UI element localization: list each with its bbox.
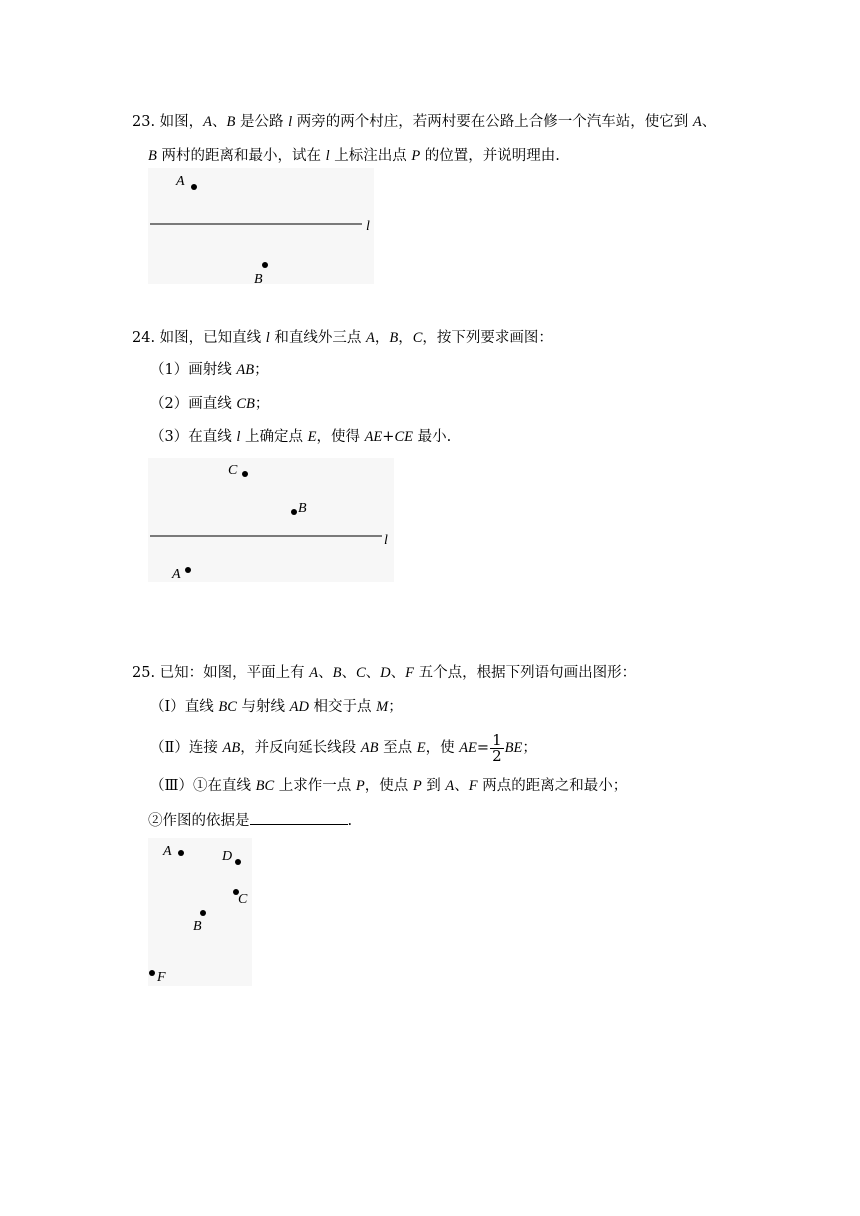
q25-var-p: P [355, 778, 365, 794]
q24-label-b: B [298, 501, 307, 516]
q23-point-a [191, 184, 197, 190]
q25-var-p: P [412, 778, 422, 794]
q24-label-a: A [172, 567, 181, 582]
q23-text: 是公路 [235, 114, 289, 130]
q24-figure [148, 458, 394, 582]
figure-background [148, 458, 394, 582]
q24-number: 24. [132, 330, 156, 346]
q24-intro [132, 328, 553, 348]
q25-text: 上求作一点 [274, 778, 356, 794]
q24-text: ， [374, 330, 390, 346]
q23-var-b: B [226, 114, 236, 130]
q25-number: 25. [132, 665, 156, 681]
q25-text: （Ⅰ）直线 [150, 699, 219, 715]
q23-label-l: l [366, 219, 370, 234]
q24-text: ； [254, 362, 269, 378]
q25-text: 、 [341, 665, 356, 681]
q23-text: 、 [701, 114, 717, 130]
q24-text: （1）画射线 [150, 362, 237, 378]
q25-text: （Ⅱ）连接 [150, 740, 223, 756]
q24-var-b: B [389, 330, 399, 346]
q25-label-b: B [193, 919, 202, 934]
q23-line2 [148, 146, 560, 166]
q25-var-b: B [332, 665, 342, 681]
q25-var-ad: AD [289, 699, 309, 715]
q23-var-l: l [288, 114, 293, 130]
q25-var-be: BE [504, 740, 523, 756]
q25-text: 、 [318, 665, 333, 681]
q25-var-f: F [405, 665, 415, 681]
q25-text: 两点的距离之和最小； [477, 778, 628, 794]
q25-figure [148, 838, 252, 986]
q25-part4 [148, 810, 352, 831]
q25-text: 、 [390, 665, 406, 681]
q25-label-d: D [222, 849, 233, 864]
q23-var-a: A [692, 114, 702, 130]
q24-var-c: C [412, 330, 423, 346]
q25-var-a: A [309, 665, 319, 681]
q24-label-c: C [228, 463, 238, 478]
q23-text: 两旁的两个村庄，若两村要在公路上合修一个汽车站，使它到 [292, 114, 693, 130]
q23-point-b [262, 262, 268, 268]
q25-label-c: C [238, 892, 248, 907]
q23-label-b: B [254, 272, 263, 284]
q25-fraction [490, 730, 504, 765]
q24-text: 最小. [412, 429, 452, 445]
q25-var-f: F [468, 778, 478, 794]
q23-var-l: l [325, 148, 330, 164]
q25-var-bc: BC [255, 778, 275, 794]
fraction-numerator: 1 [492, 730, 502, 749]
answer-blank[interactable] [250, 810, 348, 825]
q25-text: ； [522, 740, 537, 756]
q24-text: + [382, 429, 395, 445]
q25-text: 到 [421, 778, 446, 794]
q24-text: 和直线外三点 [269, 330, 367, 346]
q25-text: 、 [454, 778, 469, 794]
q24-var-a: A [366, 330, 375, 346]
q25-text: ，并反向延长线段 [240, 740, 361, 756]
q24-step1 [150, 360, 269, 380]
q23-number: 23. [132, 114, 156, 130]
q25-var-a: A [445, 778, 455, 794]
q24-step2 [150, 394, 269, 414]
q24-text: 上确定点 [240, 429, 308, 445]
q23-text: 如图， [159, 114, 204, 130]
q25-var-bc: BC [218, 699, 237, 715]
q23-figure [148, 168, 374, 284]
q25-text: . [347, 813, 353, 829]
q24-var-l: l [236, 429, 241, 445]
q24-text: ， [398, 330, 413, 346]
q23-text: 两村的距离和最小，试在 [156, 148, 326, 164]
q25-var-e: E [416, 740, 426, 756]
q25-var-ab: AB [222, 740, 241, 756]
q25-var-m: M [376, 699, 389, 715]
q25-point-b [200, 910, 206, 916]
q24-var-ce: CE [394, 429, 413, 445]
q25-var-d: D [380, 665, 391, 681]
q23-label-a: A [176, 174, 185, 189]
q24-text: 如图，已知直线 [159, 330, 266, 346]
q24-point-a [185, 567, 191, 573]
q25-text: 、 [365, 665, 381, 681]
q23-var-b: B [148, 148, 157, 164]
circled-two: ② [148, 813, 163, 829]
q25-point-a [178, 850, 184, 856]
q25-text: ，使 [425, 740, 460, 756]
q25-intro [132, 663, 636, 683]
q23-var-a: A [203, 114, 213, 130]
q24-step3 [150, 427, 451, 447]
q25-text: 至点 [378, 740, 417, 756]
q25-text: 在直线 [207, 778, 256, 794]
q25-text: ，使点 [364, 778, 413, 794]
q25-text: 五个点，根据下列语句画出图形： [414, 665, 637, 681]
q25-text: 与射线 [236, 699, 290, 715]
q24-var-ae: AE [364, 429, 383, 445]
q23-var-p: P [411, 148, 421, 164]
q24-var-l: l [265, 330, 270, 346]
q25-part2 [150, 732, 537, 764]
fraction-denominator: 2 [492, 746, 502, 765]
circled-one: ① [192, 778, 208, 794]
q24-point-c [242, 471, 248, 477]
q25-var-ae: AE [459, 740, 477, 756]
q25-label-f: F [157, 970, 166, 985]
q24-text: （3）在直线 [150, 429, 237, 445]
q25-var-ab: AB [360, 740, 379, 756]
q24-text: （2）画直线 [150, 396, 237, 412]
q25-var-c: C [356, 665, 366, 681]
q23-text: 的位置，并说明理由. [420, 148, 560, 164]
q25-part3 [150, 776, 627, 796]
q25-point-d [235, 859, 241, 865]
q24-text: ； [254, 396, 270, 412]
q24-var-e: E [307, 429, 317, 445]
q25-text: 相交于点 [308, 699, 377, 715]
q24-point-b [291, 509, 297, 515]
q25-text: = [476, 740, 490, 756]
q25-text: ； [388, 699, 403, 715]
q25-part1 [150, 697, 403, 717]
q24-text: ，使得 [316, 429, 365, 445]
q25-point-f [149, 970, 155, 976]
q25-label-a: A [163, 844, 172, 859]
q23-text: 上标注出点 [329, 148, 412, 164]
q24-var-cb: CB [236, 396, 255, 412]
q25-text: 作图的依据是 [162, 813, 250, 829]
q24-label-l: l [384, 533, 388, 548]
q23-line1 [132, 112, 716, 132]
q25-text: （Ⅲ） [150, 778, 193, 794]
q24-text: ，按下列要求画图： [422, 330, 553, 346]
q24-var-ab: AB [236, 362, 255, 378]
q25-text: 已知：如图，平面上有 [159, 665, 310, 681]
q23-text: 、 [212, 114, 227, 130]
